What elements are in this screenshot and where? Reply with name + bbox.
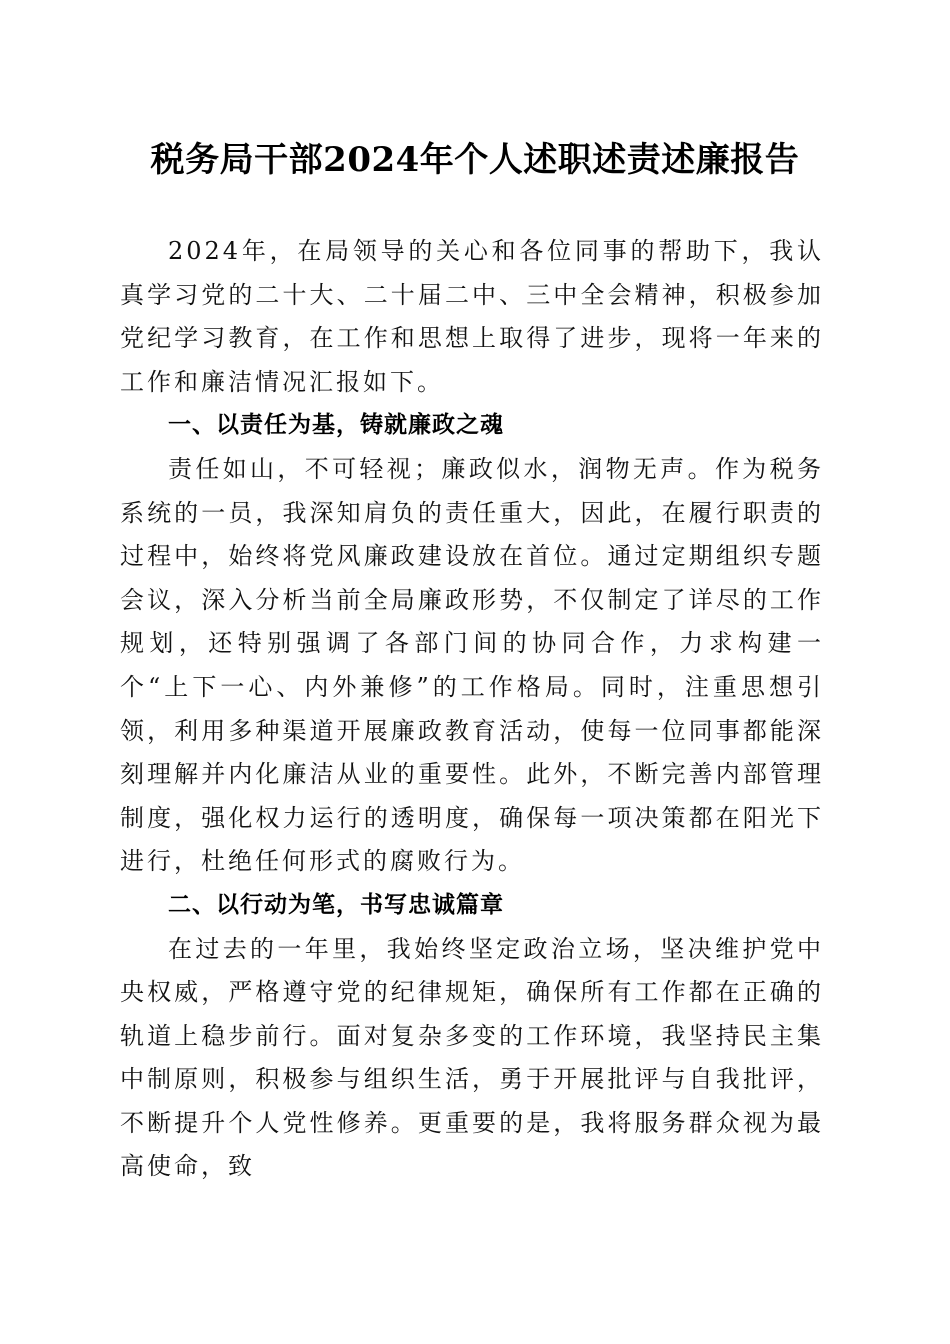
section-1-paragraph: 责任如山，不可轻视；廉政似水，润物无声。作为税务系统的一员，我深知肩负的责任重大，因此，在履行职责的过程中，始终将党风廉政建设放在首位。通过定期组织专题会议，深入分析当前全局廉政形势，不仅制定了详尽的工作规划，还特别强调了各部门间的协同合作，力求构建一个“上下一心、内外兼修”的工作格局。同时，注重思想引领，利用多种渠道开展廉政教育活动，使每一位同事都能深刻理解并内化廉洁从业的重要性。此外，不断完善内部管理制度，强化权力运行的透明度，确保每一项决策都在阳光下进行，杜绝任何形式的腐败行为。	[120, 454, 824, 876]
section-2-heading: 二、以行动为笔，书写忠诚篇章	[168, 891, 504, 918]
document-body	[120, 230, 824, 1189]
section-2-paragraph: 在过去的一年里，我始终坚定政治立场，坚决维护党中央权威，严格遵守党的纪律规矩，确保所有工作都在正确的轨道上稳步前行。面对复杂多变的工作环境，我坚持民主集中制原则，积极参与组织生活，勇于开展批评与自我批评，不断提升个人党性修养。更重要的是，我将服务群众视为最高使命，致	[120, 934, 824, 1181]
intro-paragraph: 2024年，在局领导的关心和各位同事的帮助下，我认真学习党的二十大、二十届二中、三中全会精神，积极参加党纪学习教育，在工作和思想上取得了进步，现将一年来的工作和廉洁情况汇报如下。	[120, 237, 824, 396]
section-1-heading: 一、以责任为基，铸就廉政之魂	[168, 412, 504, 439]
document-title: 税务局干部2024年个人述职述责述廉报告	[150, 140, 800, 180]
